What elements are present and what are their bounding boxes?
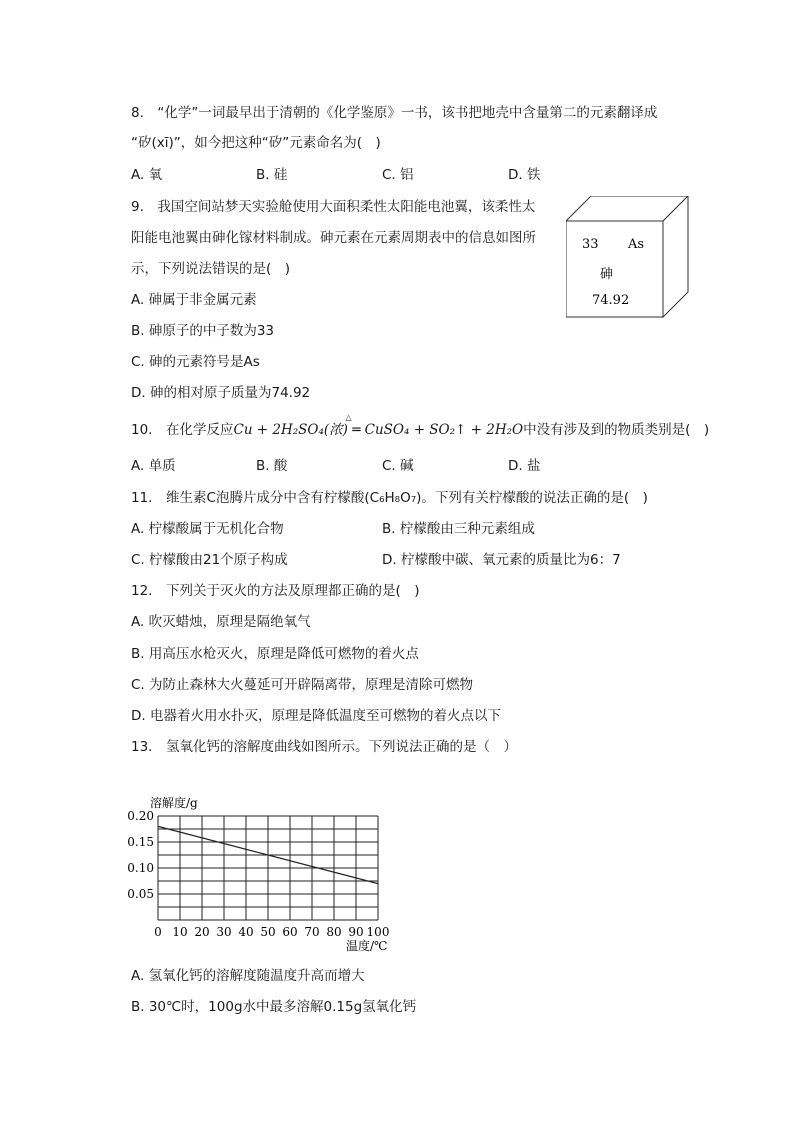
x-tick-label: 10 (172, 925, 188, 939)
y-axis-label: 溶解度/g (150, 796, 198, 810)
q10-suffix: 中没有涉及到的物质类别是( ) (523, 422, 710, 438)
q8-option-d[interactable]: D. 铁 (508, 167, 541, 183)
element-card (566, 196, 692, 322)
q8-stem-line2: “矽(xī)”，如今把这种“矽”元素命名为( ) (131, 135, 381, 151)
q9-stem-line3: 示，下列说法错误的是( ) (131, 261, 291, 277)
y-tick-label: 0.15 (127, 835, 154, 849)
solubility-chart (120, 790, 410, 962)
q13-option-a[interactable]: A. 氢氧化钙的溶解度随温度升高而增大 (131, 968, 365, 984)
x-tick-label: 0 (154, 925, 162, 939)
x-tick-label: 50 (260, 925, 276, 939)
q8-option-a[interactable]: A. 氧 (131, 167, 163, 183)
q10-option-d[interactable]: D. 盐 (508, 458, 541, 474)
q10-option-c[interactable]: C. 碱 (382, 458, 414, 474)
q10-option-b[interactable]: B. 酸 (256, 458, 288, 474)
q10-heat-condition: △ (345, 413, 352, 422)
q9-option-d[interactable]: D. 砷的相对原子质量为74.92 (131, 385, 311, 401)
q9-option-a[interactable]: A. 砷属于非金属元素 (131, 292, 257, 308)
x-tick-label: 30 (216, 925, 232, 939)
q8-stem-line1: 8. “化学”一词最早出于清朝的《化学鉴原》一书，该书把地壳中含量第二的元素翻译成 (131, 105, 658, 121)
q13-stem: 13. 氢氧化钙的溶解度曲线如图所示。下列说法正确的是（ ） (131, 739, 517, 755)
q11-stem: 11. 维生素C泡腾片成分中含有柠檬酸(C₆H₈O₇)。下列有关柠檬酸的说法正确的是( ) (131, 490, 648, 506)
q9-stem-line1: 9. 我国空间站梦天实验舱使用大面积柔性太阳能电池翼，该柔性太 (131, 199, 536, 215)
q11-option-b[interactable]: B. 柠檬酸由三种元素组成 (382, 521, 535, 537)
q12-stem: 12. 下列关于灭火的方法及原理都正确的是( ) (131, 583, 420, 599)
q9-option-c[interactable]: C. 砷的元素符号是As (131, 354, 260, 370)
element-mass: 74.92 (592, 293, 630, 308)
x-tick-label: 90 (348, 925, 364, 939)
q8-option-b[interactable]: B. 硅 (256, 167, 288, 183)
x-tick-label: 80 (326, 925, 342, 939)
q9-option-b[interactable]: B. 砷原子的中子数为33 (131, 323, 275, 339)
q8-option-c[interactable]: C. 铝 (382, 167, 414, 183)
q12-option-d[interactable]: D. 电器着火用水扑灭，原理是降低温度至可燃物的着火点以下 (131, 708, 501, 724)
x-tick-label: 20 (194, 925, 210, 939)
q12-option-c[interactable]: C. 为防止森林大火蔓延可开辟隔离带，原理是清除可燃物 (131, 677, 474, 693)
y-tick-label: 0.10 (127, 861, 154, 875)
q11-option-d[interactable]: D. 柠檬酸中碳、氧元素的质量比为6：7 (382, 552, 621, 568)
q12-option-b[interactable]: B. 用高压水枪灭火，原理是降低可燃物的着火点 (131, 646, 419, 662)
q12-option-a[interactable]: A. 吹灭蜡烛，原理是隔绝氧气 (131, 614, 311, 630)
x-tick-label: 70 (304, 925, 320, 939)
q10-stem (131, 413, 710, 439)
q11-option-c[interactable]: C. 柠檬酸由21个原子构成 (131, 552, 288, 568)
q13-option-b[interactable]: B. 30℃时，100g水中最多溶解0.15g氢氧化钙 (131, 999, 417, 1015)
q10-option-a[interactable]: A. 单质 (131, 458, 176, 474)
q9-stem-line2: 阳能电池翼由砷化镓材料制成。砷元素在元素周期表中的信息如图所 (131, 230, 536, 246)
x-tick-label: 40 (238, 925, 254, 939)
element-symbol: As (628, 237, 645, 252)
element-number: 33 (582, 237, 599, 252)
y-tick-label: 0.05 (127, 887, 154, 901)
element-name: 砷 (600, 267, 614, 282)
x-tick-label: 100 (366, 925, 390, 939)
q10-equation-wrap (233, 413, 524, 439)
q10-equation: Cu + 2H₂SO₄(浓) ═ CuSO₄ + SO₂↑ + 2H₂O (233, 422, 524, 438)
q10-prefix: 10. 在化学反应 (131, 422, 234, 438)
q11-option-a[interactable]: A. 柠檬酸属于无机化合物 (131, 521, 284, 537)
x-tick-label: 60 (282, 925, 298, 939)
x-axis-label: 温度/℃ (346, 939, 388, 953)
y-tick-label: 0.20 (127, 809, 154, 823)
